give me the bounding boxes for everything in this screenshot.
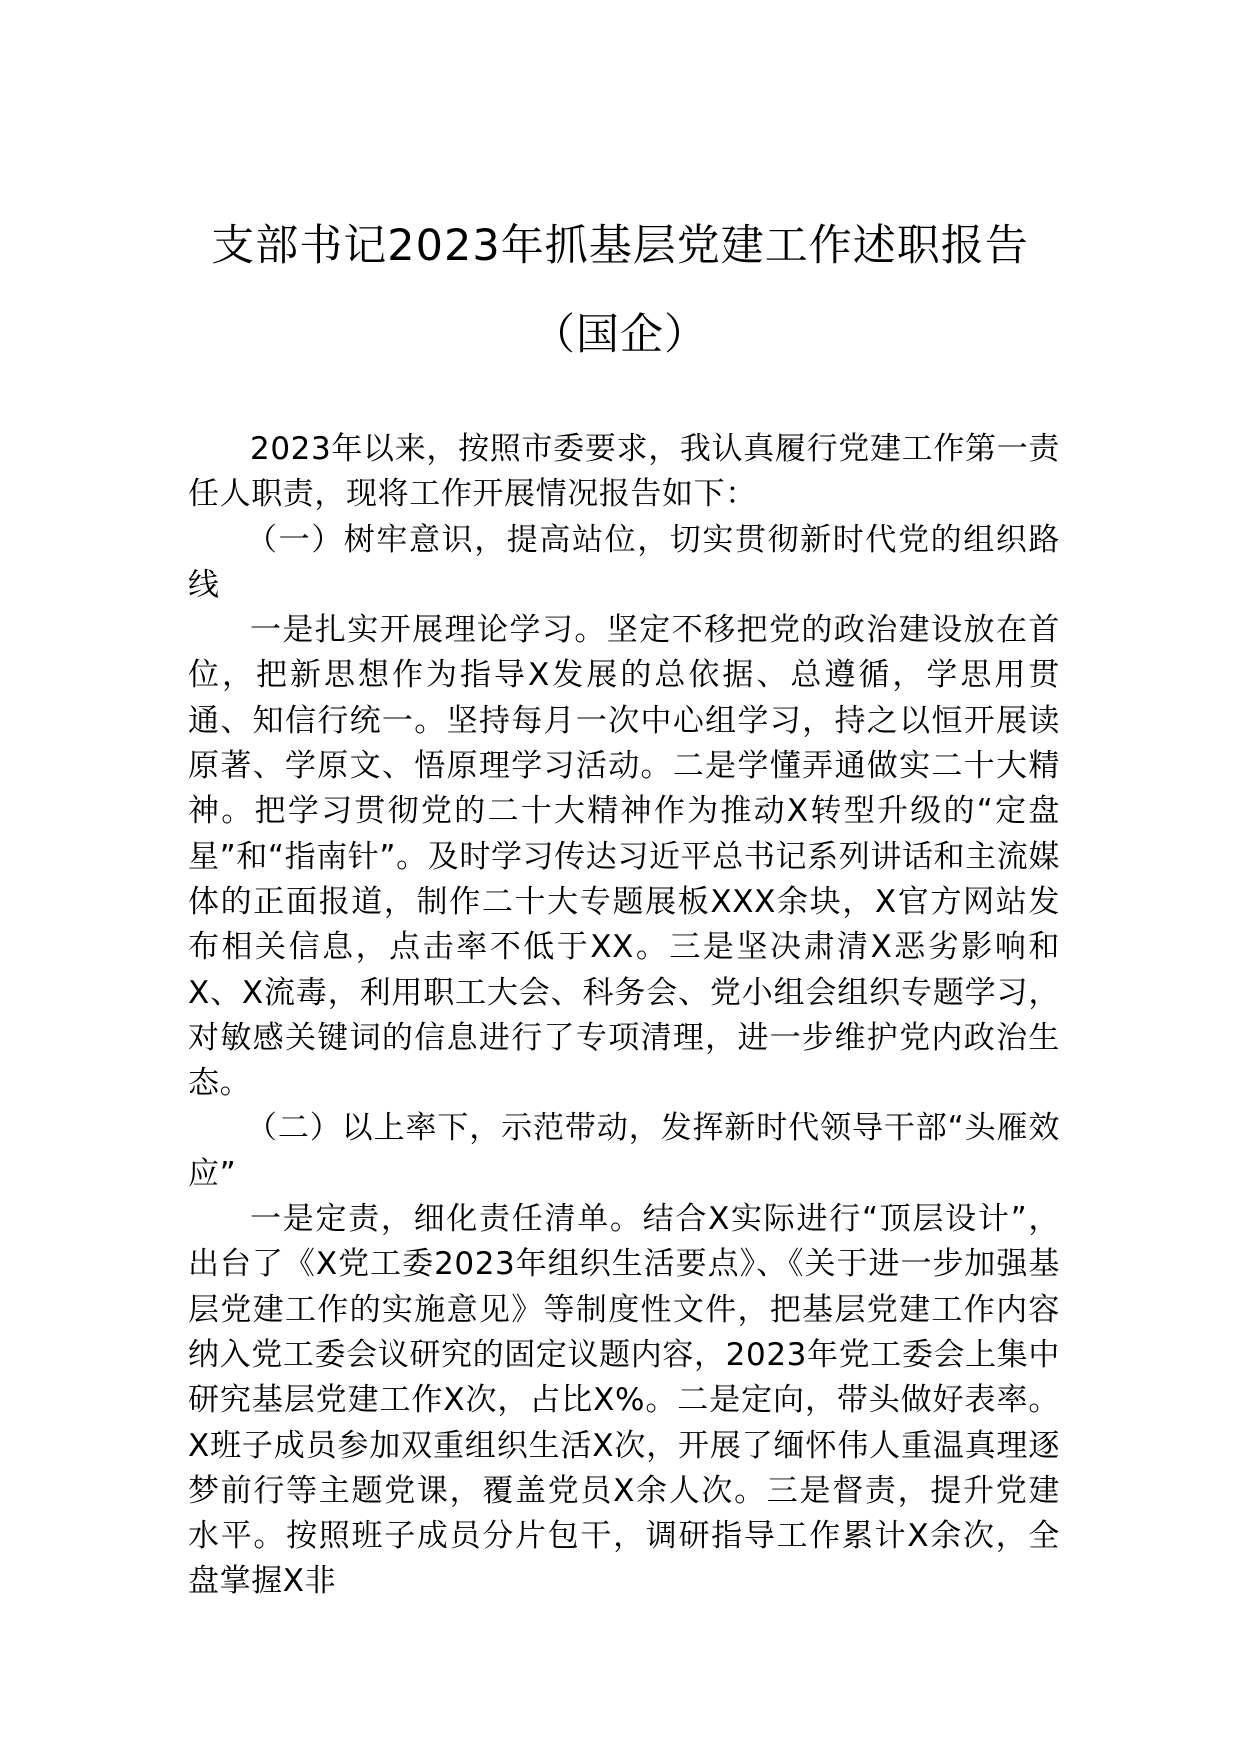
document-title: 支部书记2023年抓基层党建工作述职报告 xyxy=(211,221,1029,271)
section-1-paragraph: 一是扎实开展理论学习。坚定不移把党的政治建设放在首位，把新思想作为指导X发展的总依据、总遵循，学思用贯通、知信行统一。坚持每月一次中心组学习，持之以恒开展读原著、学原文、悟原理学习活动。二是学懂弄通做实二十大精神。把学习贯彻党的二十大精神作为推动X转型升级的“定盘星”和“指南针”。及时学习传达习近平总书记系列讲话和主流媒体的正面报道，制作二十大专题展板XXX余块，X官方网站发布相关信息，点击率不低于XX。三是坚决肃清X恶劣影响和X、X流毒，利用职工大会、科务会、党小组会组织专题学习，对敏感关键词的信息进行了专项清理，进一步维护党内政治生态。 xyxy=(188,612,1060,1102)
section-heading-2: （二）以上率下，示范带动，发挥新时代领导干部“头雁效应” xyxy=(188,1110,1060,1192)
section-heading-1: （一）树牢意识，提高站位，切实贯彻新时代党的组织路线 xyxy=(188,521,1060,603)
intro-paragraph: 2023年以来，按照市委要求，我认真履行党建工作第一责任人职责，现将工作开展情况报告如下： xyxy=(188,431,1060,513)
document-body xyxy=(188,427,1060,1605)
document-subtitle: （国企） xyxy=(532,310,708,360)
section-2-paragraph: 一是定责，细化责任清单。结合X实际进行“顶层设计”，出台了《X党工委2023年组织生活要点》、《关于进一步加强基层党建工作的实施意见》等制度性文件，把基层党建工作内容纳入党工委会议研究的固定议题内容，2023年党工委会上集中研究基层党建工作X次，占比X%。二是定向，带头做好表率。X班子成员参加双重组织生活X次，开展了缅怀伟人重温真理逐梦前行等主题党课，覆盖党员X余人次。三是督责，提升党建水平。按照班子成员分片包干，调研指导工作累计X余次，全盘掌握X非 xyxy=(188,1201,1060,1600)
